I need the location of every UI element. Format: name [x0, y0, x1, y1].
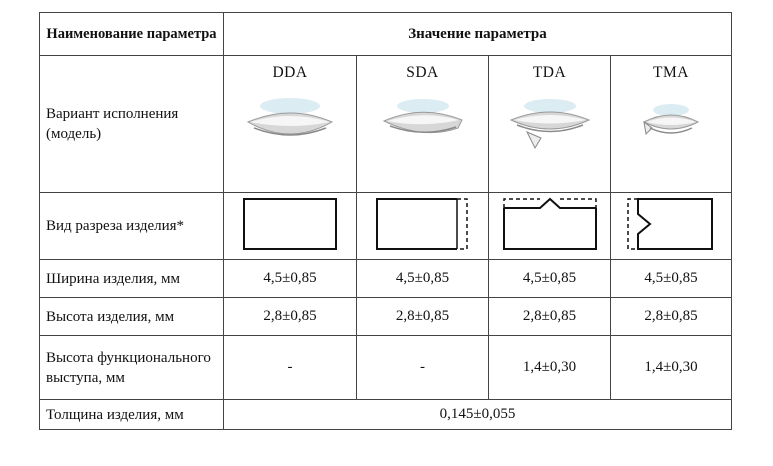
ledge-value-tda: 1,4±0,30	[489, 336, 611, 400]
section-cell-tda	[489, 193, 611, 260]
dda-product-image	[240, 98, 340, 146]
sda-section-diagram	[375, 196, 471, 252]
header-param-value: Значение параметра	[224, 13, 732, 56]
table-row-thickness	[40, 400, 732, 430]
width-value-sda: 4,5±0,85	[357, 260, 489, 298]
model-name-tda: TDA	[532, 64, 567, 81]
parameters-table	[39, 12, 732, 430]
header-param-name: Наименование параметра	[40, 13, 224, 56]
row-label-section: Вид разреза изделия*	[40, 193, 224, 260]
tda-section-diagram	[502, 196, 598, 252]
table-header-row	[40, 13, 732, 56]
height-value-dda: 2,8±0,85	[224, 298, 357, 336]
model-name-sda: SDA	[406, 64, 439, 81]
thickness-value: 0,145±0,055	[224, 400, 732, 430]
model-cell-tda	[489, 56, 611, 193]
table-row-ledge	[40, 336, 732, 400]
ledge-value-dda: -	[224, 336, 357, 400]
width-value-dda: 4,5±0,85	[224, 260, 357, 298]
section-cell-dda	[224, 193, 357, 260]
row-label-thickness: Толщина изделия, мм	[40, 400, 224, 430]
height-value-sda: 2,8±0,85	[357, 298, 489, 336]
table-row-width	[40, 260, 732, 298]
table-row-variant	[40, 56, 732, 193]
model-cell-sda	[357, 56, 489, 193]
table-row-height	[40, 298, 732, 336]
height-value-tma: 2,8±0,85	[611, 298, 732, 336]
sda-product-image	[378, 98, 468, 142]
height-value-tda: 2,8±0,85	[489, 298, 611, 336]
model-cell-dda	[224, 56, 357, 193]
dda-section-diagram	[242, 196, 338, 252]
model-name-tma: TMA	[653, 64, 689, 81]
section-cell-tma	[611, 193, 732, 260]
tma-product-image	[638, 98, 704, 146]
tma-section-diagram	[626, 196, 716, 252]
ledge-value-sda: -	[357, 336, 489, 400]
ledge-value-tma: 1,4±0,30	[611, 336, 732, 400]
row-label-height: Высота изделия, мм	[40, 298, 224, 336]
model-cell-tma	[611, 56, 732, 193]
section-cell-sda	[357, 193, 489, 260]
model-name-dda: DDA	[272, 64, 308, 81]
width-value-tma: 4,5±0,85	[611, 260, 732, 298]
row-label-ledge: Высота функционального выступа, мм	[40, 336, 224, 400]
width-value-tda: 4,5±0,85	[489, 260, 611, 298]
table-row-section	[40, 193, 732, 260]
row-label-width: Ширина изделия, мм	[40, 260, 224, 298]
tda-product-image	[505, 98, 595, 150]
row-label-variant: Вариант исполнения (модель)	[40, 56, 224, 193]
